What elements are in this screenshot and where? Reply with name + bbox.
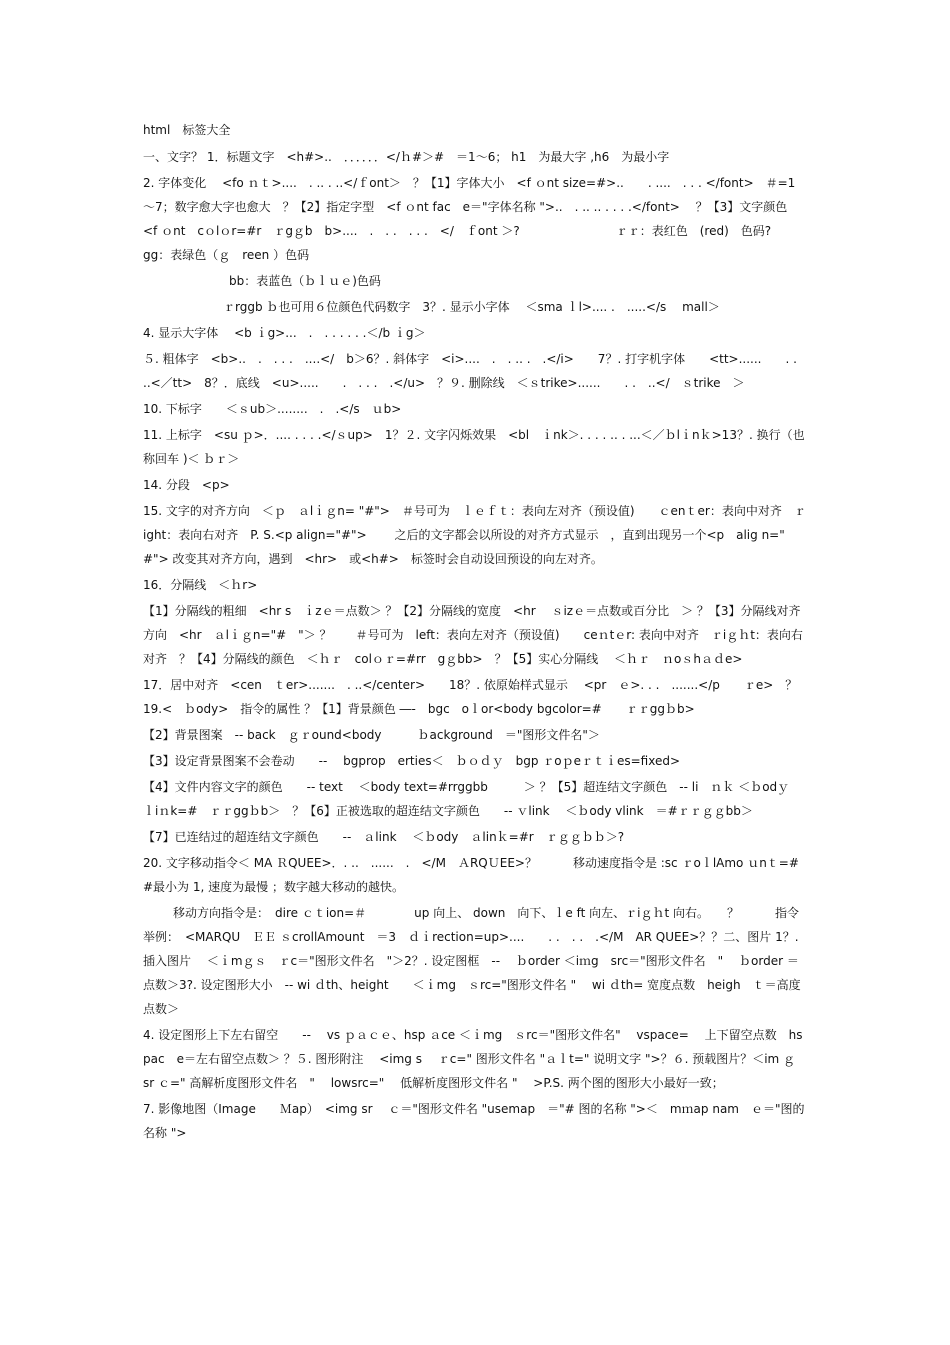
paragraph-marquee: 20. 文字移动指令＜ MA ＲQUEE>．. .. ...... . </M ＡRQＵEE>？ 移动速度指令是 :sc ｒoｌlAmo ｕnｔ=# #最小为 1, 速度为最慢 ；数字越大移动的越快。	[143, 856, 827, 894]
paragraph-big-font: 4. 显示大字体 <b ｉg>... . . . . . . .＜/b ｉg＞	[143, 326, 426, 340]
paragraph-bgproperties: 【3】设定背景图案不会卷动 -- bgprop erties＜ ｂｏｄｙ bgp ｒoｐeｒｔｉes=fixed>	[143, 754, 681, 768]
paragraph-align: 15. 文字的对齐方向 ＜ｐ ａlｉｇn= "#"> ＃号可为 ｌｅｆｔ：表向左对齐（预设值) ｃenｔer：表向中对齐 ｒight：表向右对齐 P. S.<p align="#"> 之后的文字都会以所设的对齐方式显示 ，直到出现另一个<p alig n=" #"> 改变其对齐方向，遇到 <hr> 或<h#> 标签时会自动设回预设的向左对齐。	[143, 504, 806, 566]
paragraph-subscript: 10. 下标字 ＜ｓub＞........ . .</s ｕb>	[143, 402, 402, 416]
paragraph-hr: 16．分隔线 ＜ｈr>	[143, 578, 258, 592]
paragraph-bold-italic: ５. 粗体字 <b>.. . . . . ....</ b＞6？. 斜体字 <i>.... . . .. . .</i> 7？. 打字机字体 <tt>...... . . ..<／tt> 8？．底线 <u>..... . . . . .</u> ？９. 删除线 ＜ｓtrike>...... . . ..</ ｓtrike ＞	[143, 352, 809, 390]
paragraph-direction-image: 移动方向指令是： dire ｃｔion=＃ up 向上、 down 向下、ｌe ft 向左、ｒiｇｈt 向右。 ？ 指令举例： <MARQU ＥＥ ｓcrollAmount ＝3 ｄｉrection=up>.... . . . . .</M AR QUEE>？？二、图片 1？. 插入图片 ＜ｉmｇｓ ｒc＝"图形文件名 "＞2？. 设定图框 -- ｂorder ＜iｍg src＝"图形文件名 " ｂorder ＝点数＞3?. 设定图形大小 -- wi ｄth、height ＜ｉmg ｓrc="图形文件名 " wi ｄth= 宽度点数 heigh ｔ＝高度点数＞	[143, 906, 801, 1016]
paragraph-hr-options: 【1】分隔线的粗细 <hr s ｉzｅ＝点数＞ ？【2】分隔线的宽度 <hr ｓizｅ＝点数或百分比 ＞ ？【3】分隔线对齐方向 <hr ａlｉｇn="# "＞ ？ ＃号可为 left：表向左对齐（预设值) ceｎtｅr: 表向中对齐 ｒiｇｈt：表向右对齐 ？【4】分隔线的颜色 ＜ｈｒ colｏｒ=#rr gｇbb> ？【5】实心分隔线 ＜ｈｒ ｎoｓhａｄe>	[143, 604, 803, 666]
paragraph-small-font: ｒrggb ｂ也可用６位颜色代码数字 3？. 显示小字体 ＜sma ｌl>.... . .....</s mall＞	[223, 300, 720, 314]
paragraph-image-map: 7. 影像地图（Image Ｍap） <img sr ｃ＝"图形文件名 "usemap ＝"# 图的名称 ">＜ mｍap nam ｅ＝"图的名称 ">	[143, 1102, 805, 1140]
paragraph-section: 14. 分段 <p>	[143, 478, 230, 492]
paragraph-font-change: 2. 字体变化 <fo ｎｔ>.... . .. . ..</ｆont＞ ？【1】字体大小 <f ｏnt size=#>.. . .... . . . </font> ＃=1 ～7；数字愈大字也愈大 ？【2】指定字型 <f ｏnt fac e＝"字体名称 ">.. . .. .. . . . .</font> ？【3】文字颜色 <f ｏnt cｏlｏr=#r ｒgｇb b>.... . . . . . . </ ｆont ＞? ｒｒ：表红色 (red) 色码? gg：表绿色（ｇ reen ）色码	[143, 176, 847, 262]
paragraph-superscript: 11. 上标字 <su ｐ>．.... . . . .</ｓup> 1？２. 文字闪烁效果 <bl ｉnk＞. . . . .. . ...＜／ｂlｉnｋ>13？. 换行（也称回车 )＜ ｂｒ＞	[143, 428, 805, 466]
paragraph-center-pre-body: 17．居中对齐 <cen ｔer>....... . ..</center> 18？. 依原始样式显示 <pr ｅ>. . . .......</p ｒe> ？ 19.< ｂody> 指令的属性 ？【1】背景颜色 ―- bgc oｌor<body bgcolor=# ｒｒggｂb>	[143, 678, 798, 716]
paragraph-text-heading: 一、文字？ 1．标题文字 <h#>.. ．．．．．．</ｈ#＞# ＝1～6； h1 为最大字 ,h6 为最小字	[143, 150, 670, 164]
paragraph-blue-code: bb：表蓝色（ｂｌｕｅ)色码	[229, 274, 381, 288]
document-title: html 标签大全	[143, 123, 231, 137]
paragraph-alink: 【7】已连结过的超连结文字颜色 -- ａlink ＜ｂody ａlinｋ=#r ｒｇｇｂｂ＞?	[143, 830, 625, 844]
document-body	[143, 145, 847, 1147]
paragraph-image-spacing: 4. 设定图形上下左右留空 -- vs ｐａｃｅ、hsp ａce ＜ｉmg ｓrc＝"图形文件名" vspace= 上下留空点数 hspac e＝左右留空点数＞ ？５. 图形附注 <img s ｒc=" 图形文件名 "ａｌt=" 说明文字 ">？６. 预载图片？＜im ｇ sr ｃ=" 高解析度图形文件名 " lowsrc=" 低解析度图形文件名 " >P.S. 两个图的图形大小最好一致；	[143, 1028, 808, 1090]
paragraph-text-link-colors: 【4】文件内容文字的颜色 -- text ＜body text=#rrggbb ＞ ？【5】超连结文字颜色 -- li ｎｋ ＜ｂodｙ ｌiｎk=# ｒｒggｂb＞ ？【6】正被选取的超连结文字颜色 -- ｖlink ＜ｂody vlink ＝#ｒｒｇｇbb＞	[143, 780, 802, 818]
paragraph-background: 【2】背景图案 -- back ｇｒound<body ｂackground ＝"图形文件名"＞	[143, 728, 600, 742]
